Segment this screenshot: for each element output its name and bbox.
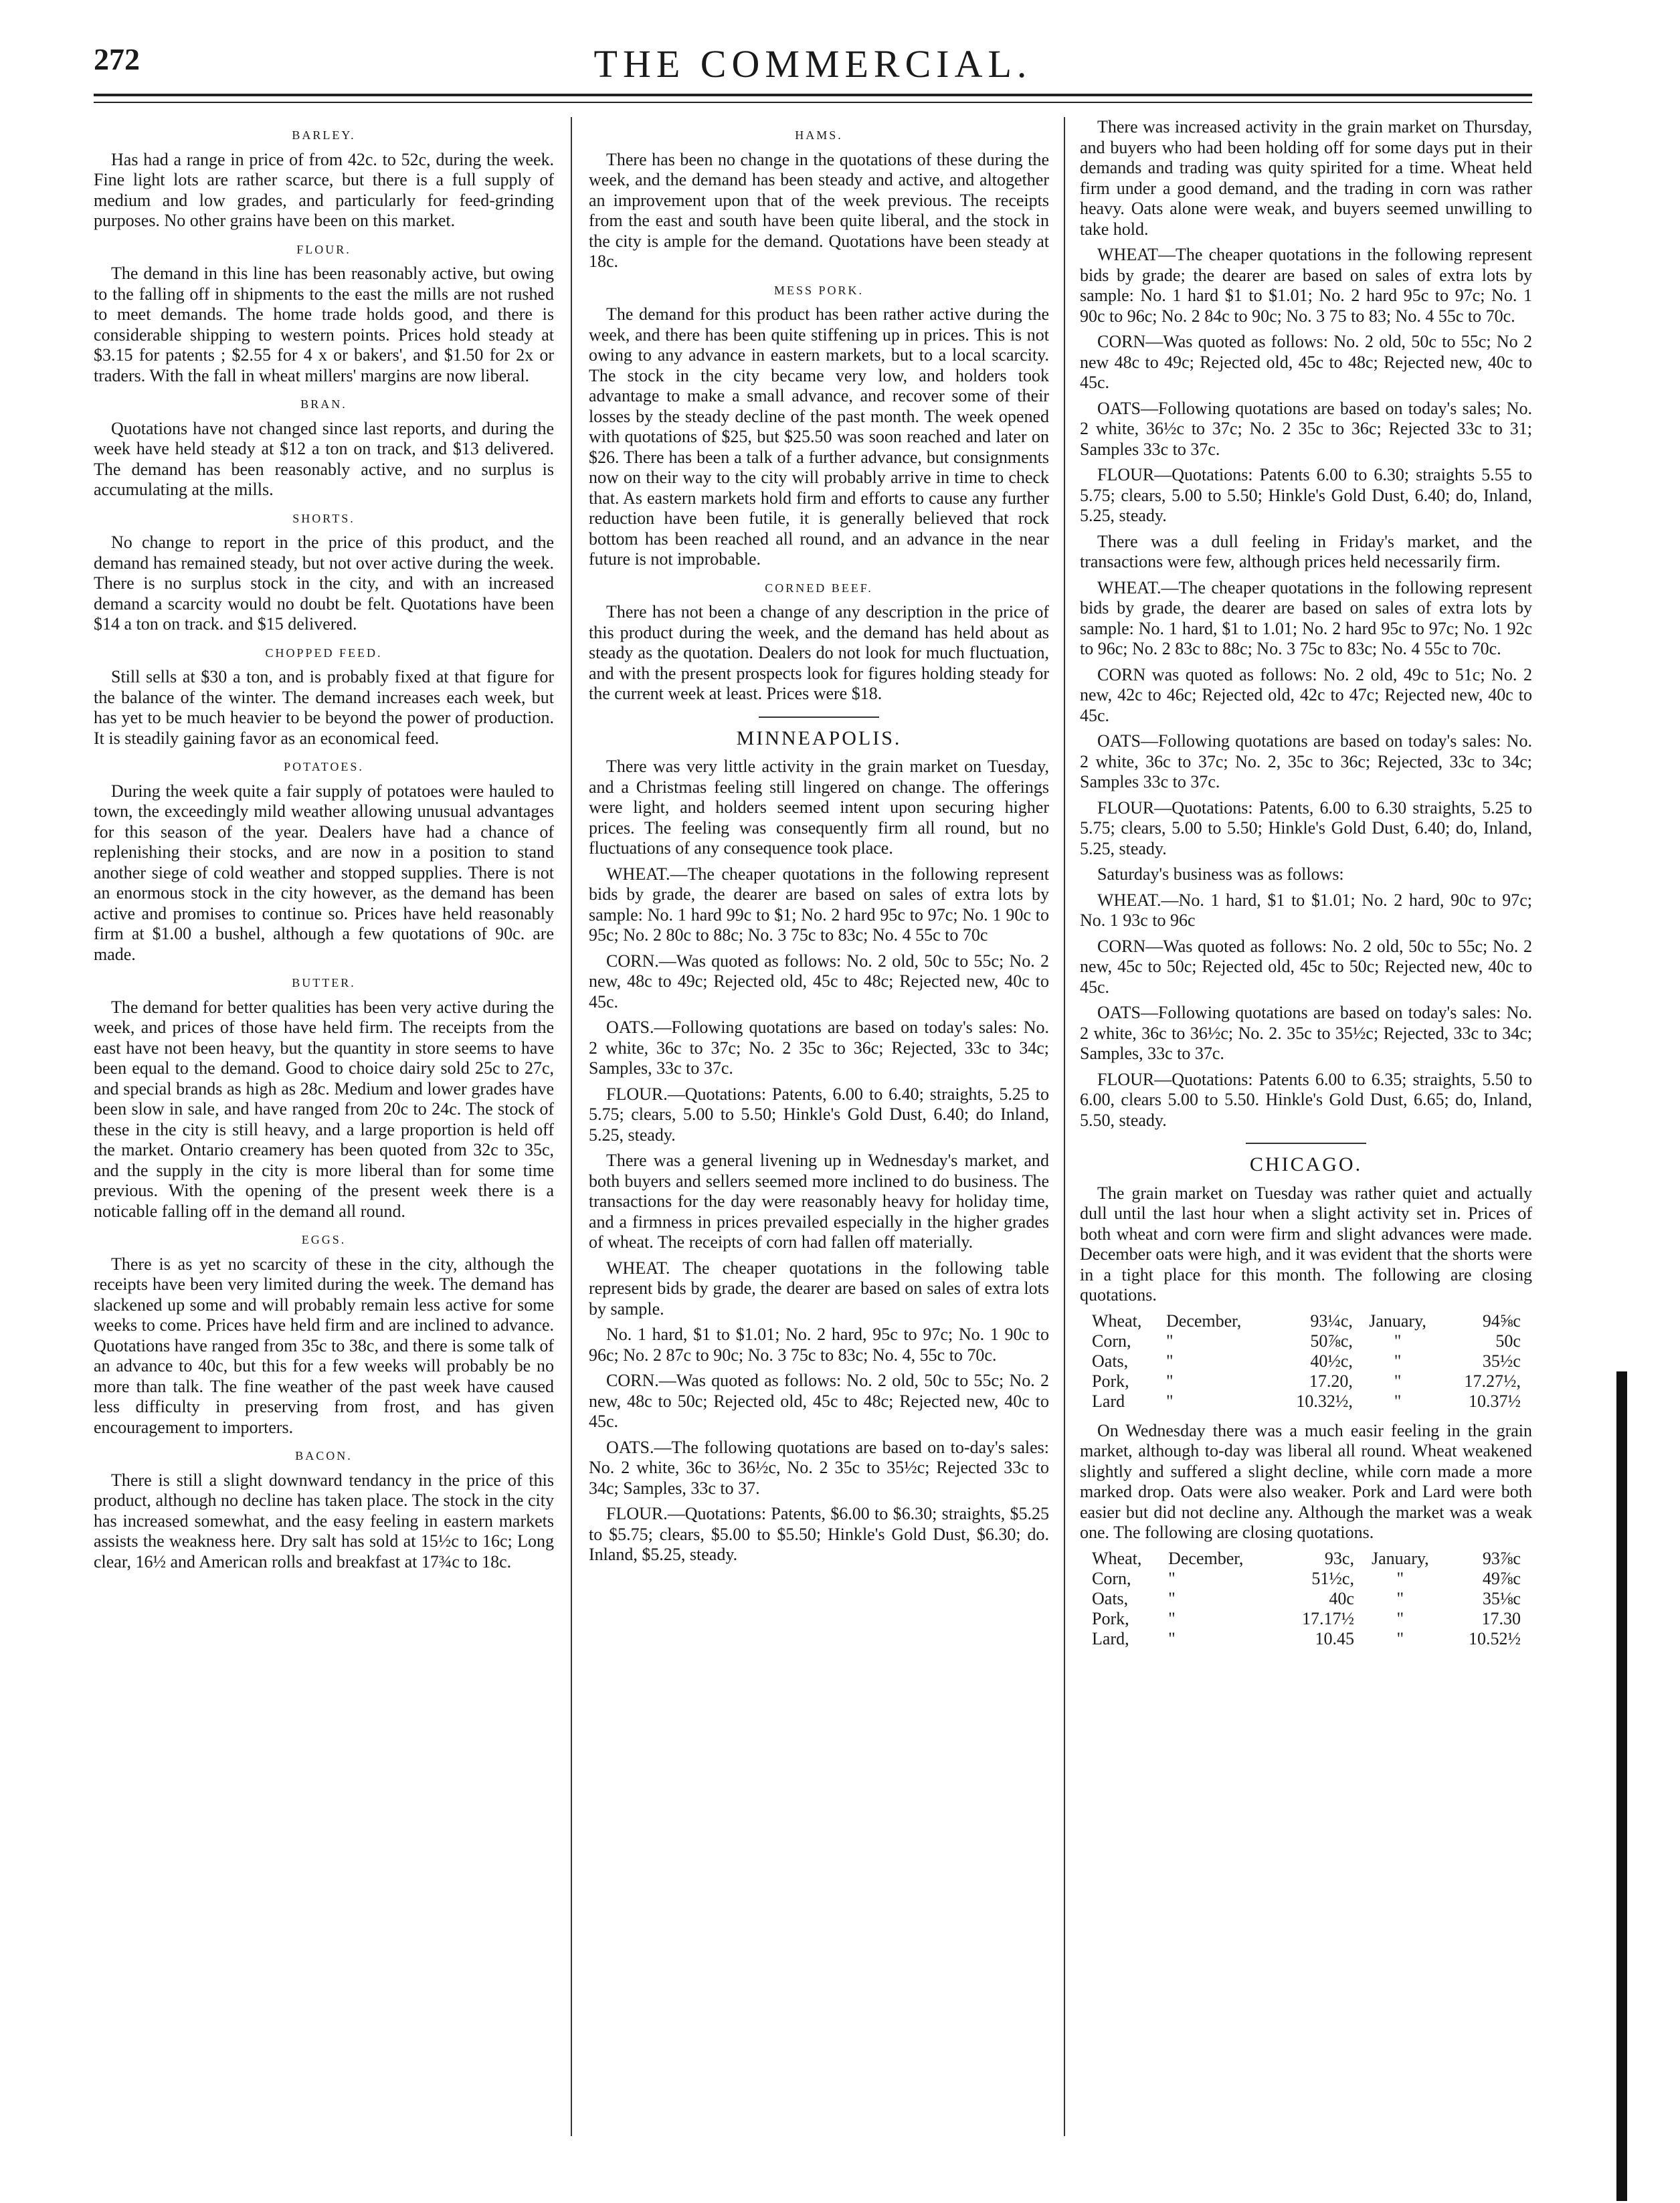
paragraph: There was a general livening up in Wednesday's market, and both buyers and sellers seemed more inclined to do business. The transactions for the day were reasonably heavy for holiday time, and a firmness in prices prevailed especially in the higher grades of wheat. The receipts of corn had fallen off materially.: [589, 1151, 1049, 1252]
column-middle: [589, 117, 1049, 2146]
subhead-barley: BARLEY.: [292, 128, 356, 142]
paragraph: WHEAT—The cheaper quotations in the following represent bids by grade; the dearer are based on sales of extra lots by sample: No. 1 hard $1 to $1.01; No. 2 hard 95c to 97c; No. 1 90c to 96c; No. 2 84c to 90c; No. 3 75 to 83; No. 4 55c to 70c.: [1080, 245, 1532, 326]
paragraph: CORN—Was quoted as follows: No. 2 old, 50c to 55c; No 2 new 48c to 49c; Rejected old, 45c to 48c; Rejected new, 40c to 45c.: [1080, 332, 1532, 392]
column-divider: [571, 117, 572, 2136]
quotation-cell: ": [1166, 1351, 1174, 1371]
paragraph: There has not been a change of any description in the price of this product during the week, and the demand has held about as steady as the quotation. Dealers do not look for much fluctuation, and with the present prospects look for figures holding steady for the current week at least. Prices were $18.: [589, 602, 1049, 703]
quotation-cell: 17.20,: [1309, 1371, 1353, 1391]
subhead-hams: HAMS.: [795, 128, 843, 142]
quotation-cell: ": [1168, 1628, 1176, 1648]
paragraph: No. 1 hard, $1 to $1.01; No. 2 hard, 95c to 97c; No. 1 90c to 96c; No. 2 87c to 90c; No. 3 75c to 83c; No. 4, 55c to 70c.: [589, 1325, 1049, 1365]
column-divider: [1064, 117, 1065, 2136]
paragraph: FLOUR—Quotations: Patents 6.00 to 6.30; straights 5.55 to 5.75; clears, 5.00 to 5.50; Hinkle's Gold Dust, 6.40; do, Inland, 5.25, steady.: [1080, 465, 1532, 525]
quotation-cell: January,: [1372, 1548, 1429, 1568]
paragraph: FLOUR—Quotations: Patents 6.00 to 6.35; straights, 5.50 to 6.00, clears 5.00 to 5.50. Hinkle's Gold Dust, 6.65; do, Inland, 5.50, steady.: [1080, 1069, 1532, 1130]
paragraph: The demand for better qualities has been very active during the week, and prices of those have held firm. The receipts from the east have not been heavy, but the quantity in store seems to have been equal to the demand. Good to choice dairy sold 25c to 27c, and special brands as high as 28c. Medium and lower grades have been slow in sale, and have ranged from 20c to 24c. The stock of these in the city is still heavy, and a large proportion is held off the market. Ontario creamery has been quoted from 32c to 35c, and the supply in the city is more liberal than for some time previous. With the opening of the present week there is a noticable falling off in the demand all round.: [94, 997, 554, 1221]
quotation-cell: 93¼c,: [1310, 1311, 1353, 1331]
paragraph: OATS—Following quotations are based on today's sales: No. 2 white, 36c to 36½c; No. 2. 35c to 35½c; Rejected, 33c to 34c; Samples, 33c to 37c.: [1080, 1003, 1532, 1063]
quotation-cell: 50c: [1495, 1331, 1521, 1351]
paragraph: On Wednesday there was a much easir feeling in the grain market, although to-day was liberal all round. Wheat weakened slightly and suffered a slight decline, while corn made a more marked drop. Oats were also weaker. Pork and Lard were both easier but did not decline any. Although the market was a weak one. The following are closing quotations.: [1080, 1420, 1532, 1542]
quotation-cell: ": [1396, 1588, 1404, 1608]
subhead-bacon: BACON.: [295, 1449, 353, 1462]
header-rule-thin: [94, 102, 1532, 103]
quotation-cell: Pork,: [1092, 1371, 1129, 1391]
paragraph: Has had a range in price of from 42c. to 52c, during the week. Fine light lots are rather scarce, but there is a full supply of medium and low grades, and particularly for feed-grinding purposes. No other grains have been on this market.: [94, 149, 554, 230]
subhead-flour: FLOUR.: [296, 242, 351, 256]
paragraph: No change to report in the price of this product, and the demand has remained steady, but not over active during the week. There is no surplus stock in the city, and with an increased demand a scarcity would no doubt be felt. Quotations have been $14 a ton on track. and $15 delivered.: [94, 533, 554, 634]
quotation-cell: Lard: [1092, 1391, 1125, 1411]
quotation-cell: ": [1394, 1331, 1402, 1351]
section-rule: [759, 716, 879, 718]
paragraph: CORN—Was quoted as follows: No. 2 old, 50c to 55c; No. 2 new, 45c to 50c; Rejected old, 45c to 50c; Rejected new, 40c to 45c.: [1080, 936, 1532, 997]
quotation-cell: 49⅞c: [1482, 1568, 1521, 1588]
quotation-cell: 93⅞c: [1482, 1548, 1521, 1568]
paragraph: FLOUR.—Quotations: Patents, $6.00 to $6.30; straights, $5.25 to $5.75; clears, $5.00 to $5.50; Hinkle's Gold Dust, $6.30; do. Inland, $5.25, steady.: [589, 1504, 1049, 1564]
quotation-cell: ": [1166, 1371, 1174, 1391]
quotation-cell: 51½c,: [1311, 1568, 1354, 1588]
quotation-cell: Lard,: [1092, 1628, 1129, 1648]
subhead-mess-pork: MESS PORK.: [773, 283, 864, 297]
quotation-table-wednesday: [1089, 1549, 1523, 1649]
quotation-cell: ": [1394, 1351, 1402, 1371]
quotation-cell: 10.37½: [1468, 1391, 1521, 1411]
quotation-cell: Oats,: [1092, 1588, 1129, 1608]
section-heading-minneapolis: MINNEAPOLIS.: [736, 727, 902, 749]
subhead-bran: BRAN.: [300, 397, 347, 411]
quotation-cell: 40c: [1329, 1588, 1354, 1608]
header-rule: [94, 94, 1532, 96]
quotation-cell: 94⅝c: [1482, 1311, 1521, 1331]
section-rule: [1246, 1143, 1366, 1144]
quotation-cell: ": [1166, 1391, 1174, 1411]
paragraph: OATS.—The following quotations are based on to-day's sales: No. 2 white, 36c to 36½c, No. 2 35c to 35½c; Rejected 33c to 34c; Samples, 33c to 37.: [589, 1437, 1049, 1498]
quotation-row: [1089, 1589, 1523, 1609]
quotation-cell: 35½c: [1482, 1351, 1521, 1371]
quotation-cell: 17.30: [1481, 1608, 1521, 1628]
paragraph: WHEAT. The cheaper quotations in the following table represent bids by grade, the dearer are based on sales of extra lots by sample.: [589, 1258, 1049, 1319]
quotation-cell: 10.45: [1315, 1628, 1354, 1648]
paragraph: There has been no change in the quotations of these during the week, and the demand has been steady and active, and altogether an improvement upon that of the week previous. The receipts from the east and south have been quite liberal, and the stock in the city is ample for the demand. Quotations have been steady at 18c.: [589, 149, 1049, 271]
quotation-cell: January,: [1369, 1311, 1426, 1331]
paragraph: There was a dull feeling in Friday's market, and the transactions were few, although prices held necessarily firm.: [1080, 531, 1532, 571]
quotation-cell: ": [1166, 1331, 1174, 1351]
paragraph: During the week quite a fair supply of potatoes were hauled to town, the exceedingly mild weather allowing unusual advantages for this season of the year. Dealers have had a chance of replenishing their stocks, and are now in a position to stand another siege of cold weather and stopped supplies. There is not an enormous stock in the city however, as the demand has been active and promises to continue so. Prices have held reasonably firm at $1.00 a bushel, although a few quotations of 90c. are made.: [94, 781, 554, 964]
paragraph: WHEAT.—The cheaper quotations in the following represent bids by grade, the dearer are based on sales of extra lots by sample: No. 1 hard, $1 to 1.01; No. 2 hard 95c to 97c; No. 1 92c to 96c; No. 2 83c to 88c; No. 3 75c to 83c; No. 4 55c to 70c.: [1080, 577, 1532, 658]
paragraph: There was very little activity in the grain market on Tuesday, and a Christmas feeling still lingered on change. The offerings were light, and holders seemed intent upon securing higher prices. The feeling was consequently firm all round, but no fluctuations of any consequence took place.: [589, 757, 1049, 858]
quotation-cell: 93c,: [1324, 1548, 1354, 1568]
quotation-cell: ": [1396, 1608, 1404, 1628]
quotation-cell: 17.27½,: [1464, 1371, 1521, 1391]
paragraph: Quotations have not changed since last reports, and during the week have held steady at $12 a ton on track, and $13 delivered. The demand has been reasonably active, and no surplus is accumulating at the mills.: [94, 418, 554, 499]
paragraph: The demand in this line has been reasonably active, but owing to the falling off in shipments to the east the mills are not rushed to meet demands. The home trade holds good, and there is considerable shipping to western points. Prices hold steady at $3.15 for patents ; $2.55 for 4 x or bakers', and $1.50 for 2x or traders. With the fall in wheat millers' margins are now liberal.: [94, 264, 554, 385]
paragraph: CORN was quoted as follows: No. 2 old, 49c to 51c; No. 2 new, 42c to 46c; Rejected old, 42c to 47c; Rejected new, 40c to 45c.: [1080, 664, 1532, 725]
quotation-cell: Wheat,: [1092, 1311, 1142, 1331]
quotation-cell: Oats,: [1092, 1351, 1129, 1371]
paragraph: The demand for this product has been rather active during the week, and there has been quite stiffening up in prices. This is not owing to any advance in eastern markets, but to a local scarcity. The stock in the city became very low, and holders took advantage to make a small advance, and recover some of their losses by the steady decline of the past month. The week opened with quotations of $25, but $25.50 was soon reached and later on $26. There has been a talk of a further advance, but consignments now on their way to the city will probably arrive in time to check that. As eastern markets hold firm and efforts to cause any further reduction have been futile, it is generally believed that rock bottom has been reached all round, and an advance in the near future is not improbable.: [589, 304, 1049, 569]
quotation-cell: Pork,: [1092, 1608, 1129, 1628]
column-right: [1080, 117, 1532, 2146]
paragraph: OATS.—Following quotations are based on today's sales: No. 2 white, 36c to 37c; No. 2 35c to 36c; Rejected, 33c to 34c; Samples, 33c to 37c.: [589, 1018, 1049, 1078]
quotation-cell: ": [1396, 1568, 1404, 1588]
paragraph: FLOUR—Quotations: Patents, 6.00 to 6.30 straights, 5.25 to 5.75; clears, 5.00 to 5.50; Hinkle's Gold Dust, 6.40; do, Inland, 5.25, steady.: [1080, 797, 1532, 858]
subhead-corned-beef: CORNED BEEF.: [765, 581, 873, 595]
subhead-butter: BUTTER.: [292, 976, 356, 989]
scan-edge-shadow: [1616, 1371, 1627, 2201]
quotation-cell: 40½c,: [1310, 1351, 1353, 1371]
paragraph: There is as yet no scarcity of these in the city, although the receipts have been very limited during the week. The demand has slackened up some and will probably remain less active for some weeks to come. Prices have held firm and are inclined to advance. Quotations have ranged from 35c to 38c, and there is some talk of an advance to 40c, but this for a few weeks will probably be no more than talk. The fine weather of the past week have caused less difficulty in preserving from frost, and has given encouragement to importers.: [94, 1254, 554, 1437]
paragraph: CORN.—Was quoted as follows: No. 2 old, 50c to 55c; No. 2 new, 48c to 49c; Rejected old, 45c to 48c; Rejected new, 40c to 45c.: [589, 951, 1049, 1012]
quotation-row: [1089, 1629, 1523, 1649]
quotation-cell: ": [1168, 1568, 1176, 1588]
quotation-row: [1089, 1609, 1523, 1629]
paragraph: OATS—Following quotations are based on today's sales: No. 2 white, 36c to 37c; No. 2, 35c to 36c; Rejected, 33c to 34c; Samples 33c to 37c.: [1080, 731, 1532, 791]
section-heading-chicago: CHICAGO.: [1249, 1153, 1363, 1175]
quotation-table-tuesday: [1089, 1311, 1523, 1412]
quotation-cell: ": [1396, 1628, 1404, 1648]
quotation-cell: 17.17½: [1301, 1608, 1354, 1628]
quotation-row: [1089, 1392, 1523, 1412]
paragraph: Saturday's business was as follows:: [1097, 864, 1344, 884]
quotation-row: [1089, 1371, 1523, 1392]
quotation-row: [1089, 1549, 1523, 1569]
quotation-cell: 10.32½,: [1296, 1391, 1353, 1411]
paragraph: WHEAT.—The cheaper quotations in the following represent bids by grade, the dearer are based on sales of extra lots by sample: No. 1 hard 99c to $1; No. 2 hard 95c to 97c; No. 1 90c to 95c; No. 2 80c to 88c; No. 3 75c to 83c; No. 4 55c to 70c: [589, 864, 1049, 945]
paragraph: The grain market on Tuesday was rather quiet and actually dull until the last hour when a slight activity set in. Prices of both wheat and corn were firm and slight advances were made. December oats were high, and it was evident that the shorts were in a tight place for this month. The following are closing quotations.: [1080, 1183, 1532, 1305]
quotation-cell: 10.52½: [1468, 1628, 1521, 1648]
paragraph: WHEAT.—No. 1 hard, $1 to $1.01; No. 2 hard, 90c to 97c; No. 1 93c to 96c: [1080, 890, 1532, 930]
quotation-cell: Corn,: [1092, 1331, 1131, 1351]
page-header: [94, 41, 1532, 95]
subhead-shorts: SHORTS.: [292, 511, 355, 525]
paragraph: There was increased activity in the grain market on Thursday, and buyers who had been holding off for some days put in their demands and trading was quity spirited for a time. Wheat held firm under a good demand, and the trading in corn was rather heavy. Oats alone were weak, and buyers seemed unwilling to take hold.: [1080, 117, 1532, 239]
quotation-cell: 35⅛c: [1482, 1588, 1521, 1608]
quotation-cell: ": [1394, 1371, 1402, 1391]
quotation-cell: ": [1168, 1588, 1176, 1608]
quotation-cell: ": [1394, 1391, 1402, 1411]
subhead-potatoes: POTATOES.: [284, 760, 364, 773]
newspaper-title: THE COMMERCIAL.: [593, 42, 1032, 86]
quotation-cell: December,: [1168, 1548, 1244, 1568]
quotation-row: [1089, 1569, 1523, 1589]
quotation-row: [1089, 1331, 1523, 1351]
paragraph: Still sells at $30 a ton, and is probably fixed at that figure for the balance of the winter. The demand increases each week, but has yet to be much heavier to be beyond the power of production. It is steadily gaining favor as an economical feed.: [94, 667, 554, 748]
subhead-chopped-feed: CHOPPED FEED.: [265, 646, 383, 660]
quotation-row: [1089, 1311, 1523, 1331]
paragraph: There is still a slight downward tendancy in the price of this product, although no decline has taken place. The stock in the city has increased somewhat, and the easy feeling in eastern markets assists the weakness here. Dry salt has sold at 15½c to 16c; Long clear, 16½ and American rolls and breakfast at 17¾c to 18c.: [94, 1470, 554, 1571]
subhead-eggs: EGGS.: [301, 1233, 347, 1246]
column-left: [94, 117, 554, 2146]
quotation-cell: Corn,: [1092, 1568, 1131, 1588]
paragraph: FLOUR.—Quotations: Patents, 6.00 to 6.40; straights, 5.25 to 5.75; clears, 5.00 to 5.50; Hinkle's Gold Dust, 6.40; do Inland, 5.25, steady.: [589, 1084, 1049, 1145]
quotation-cell: 50⅞c,: [1310, 1331, 1353, 1351]
quotation-row: [1089, 1351, 1523, 1371]
paragraph: OATS—Following quotations are based on today's sales; No. 2 white, 36½c to 37c; No. 2 35c to 36c; Rejected 33c to 31; Samples 33c to 37c.: [1080, 398, 1532, 459]
paragraph: CORN.—Was quoted as follows: No. 2 old, 50c to 55c; No. 2 new, 48c to 50c; Rejected old, 45c to 48c; Rejected new, 40c to 45c.: [589, 1371, 1049, 1431]
quotation-cell: Wheat,: [1092, 1548, 1142, 1568]
page-number: 272: [94, 42, 140, 76]
quotation-cell: ": [1168, 1608, 1176, 1628]
quotation-cell: December,: [1166, 1311, 1242, 1331]
